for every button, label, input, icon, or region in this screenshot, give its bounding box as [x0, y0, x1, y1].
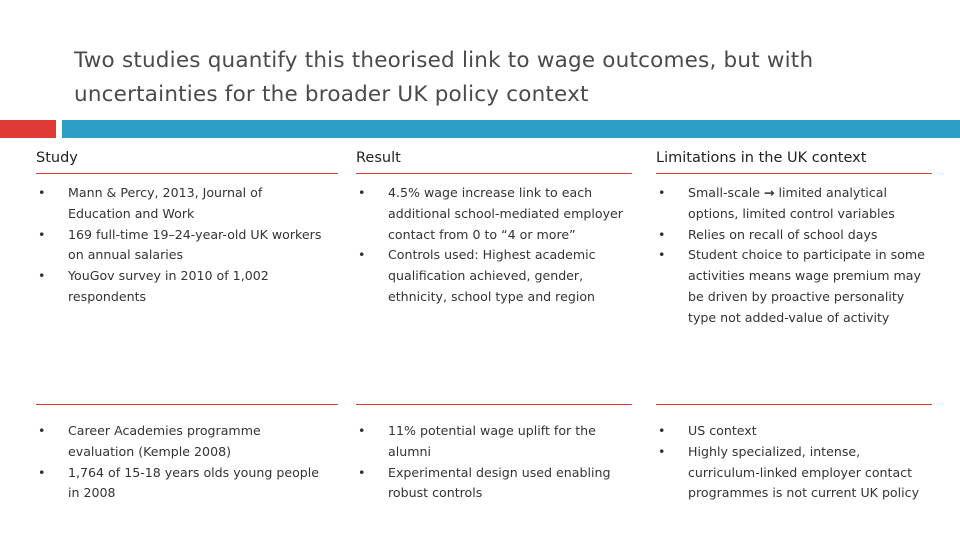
accent-bar-blue: [62, 120, 960, 138]
list-item: • 4.5% wage increase link to each additional school-mediated employer contact from 0 to “4 or more”: [356, 183, 626, 245]
column-header-limitations: Limitations in the UK context: [656, 150, 867, 166]
list-item: • YouGov survey in 2010 of 1,002 respondents: [36, 266, 326, 308]
row2-result-cell: [356, 421, 626, 504]
list-item: • Mann & Percy, 2013, Journal of Education and Work: [36, 183, 326, 225]
list-item: • 1,764 of 15-18 years olds young people in 2008: [36, 463, 326, 505]
row1-study-cell: [36, 183, 326, 308]
list-item: • 169 full-time 19–24-year-old UK workers on annual salaries: [36, 225, 326, 267]
row-divider-result: [356, 404, 632, 405]
list-item: • Highly specialized, intense, curriculum-linked employer contact programmes is not current UK policy: [656, 442, 932, 504]
row2-limitations-cell: [656, 421, 932, 504]
accent-bar-red: [0, 120, 56, 138]
row1-result-cell: [356, 183, 626, 308]
column-header-study: Study: [36, 150, 78, 166]
row-divider-limitations: [656, 404, 932, 405]
list-item: • Career Academies programme evaluation (Kemple 2008): [36, 421, 326, 463]
list-item: • Student choice to participate in some activities means wage premium may be driven by proactive personality type not added-value of activity: [656, 245, 932, 328]
header-rule-study: [36, 173, 338, 174]
list-item: • Controls used: Highest academic qualification achieved, gender, ethnicity, school type and region: [356, 245, 626, 307]
right-arrow-icon: →: [763, 185, 775, 200]
header-rule-result: [356, 173, 632, 174]
list-item: • 11% potential wage uplift for the alumni: [356, 421, 626, 463]
list-item: • Experimental design used enabling robust controls: [356, 463, 626, 505]
column-header-result: Result: [356, 150, 401, 166]
row2-study-cell: [36, 421, 326, 504]
row1-limitations-cell: [656, 183, 932, 329]
header-rule-limitations: [656, 173, 932, 174]
slide-title: Two studies quantify this theorised link to wage outcomes, but with uncertainties for the broader UK policy context: [74, 48, 814, 107]
row-divider-study: [36, 404, 338, 405]
list-item: • Relies on recall of school days: [656, 225, 932, 246]
list-item: • Small-scale → limited analytical options, limited control variables: [656, 183, 932, 225]
list-item: • US context: [656, 421, 932, 442]
